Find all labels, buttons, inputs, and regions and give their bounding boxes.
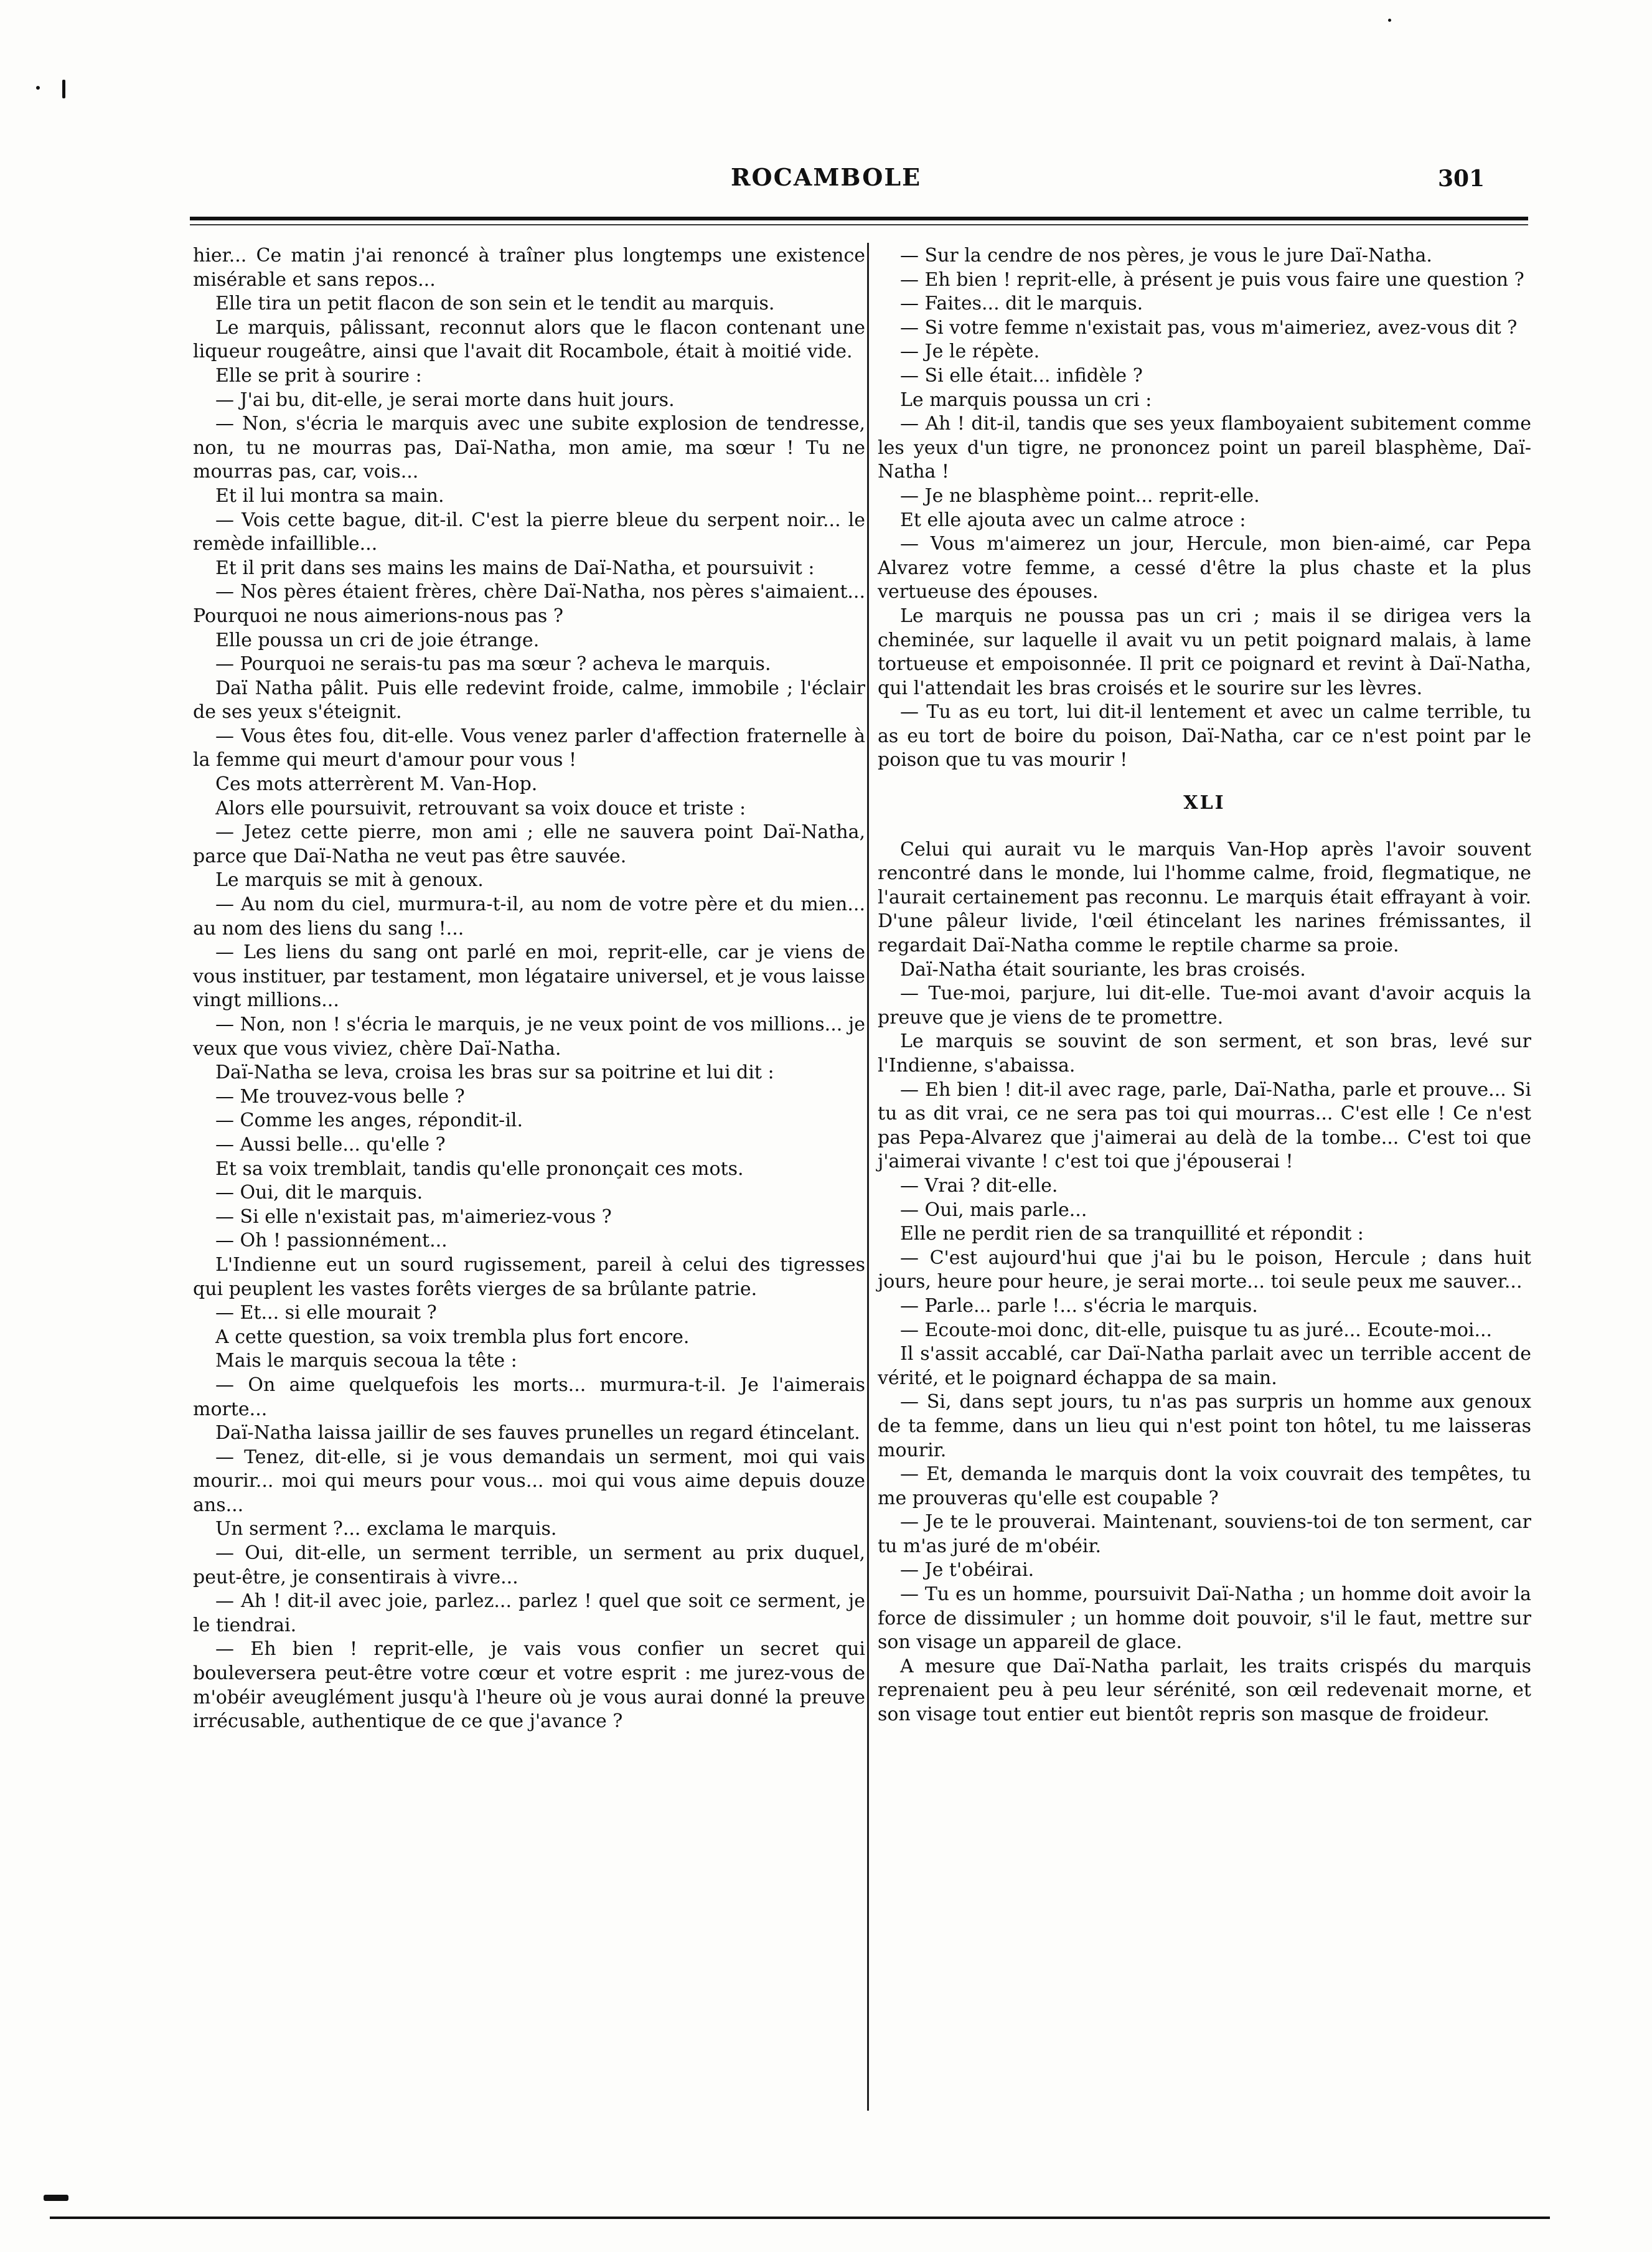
scan-speck xyxy=(36,86,40,90)
column-divider xyxy=(867,243,869,2111)
footer-rule xyxy=(50,2217,1550,2219)
paragraph: — Et... si elle mourait ? xyxy=(215,1302,437,1324)
left-column xyxy=(193,244,865,1734)
scan-speck xyxy=(62,80,65,98)
paragraph: Elle tira un petit flacon de son sein et le tendit au marquis. xyxy=(215,293,775,315)
paragraph: — Et, demanda le marquis dont la voix couvrait des tempêtes, tu me prouveras qu'elle est coupable ? xyxy=(878,1463,1531,1509)
paragraph: Daï-Natha se leva, croisa les bras sur sa poitrine et lui dit : xyxy=(215,1062,774,1084)
scan-speck xyxy=(1388,19,1391,22)
paragraph: Elle ne perdit rien de sa tranquillité et répondit : xyxy=(900,1223,1364,1245)
paragraph: Le marquis se mit à genoux. xyxy=(215,869,484,892)
paragraph: — Eh bien ! reprit-elle, à présent je puis vous faire une question ? xyxy=(900,268,1524,291)
paragraph: Daï-Natha laissa jaillir de ses fauves prunelles un regard étincelant. xyxy=(215,1422,860,1444)
paragraph: — Non, s'écria le marquis avec une subite explosion de tendresse, non, tu ne mourras pas, Daï-Natha, mon amie, ma sœur ! Tu ne mourras pas, car, vois... xyxy=(193,413,865,483)
paragraph: L'Indienne eut un sourd rugissement, pareil à celui des tigresses qui peuplent les vastes forêts vierges de sa brûlante patrie. xyxy=(193,1253,865,1300)
paragraph: Un serment ?... exclama le marquis. xyxy=(215,1518,557,1540)
paragraph: Elle se prit à sourire : xyxy=(215,364,422,387)
paragraph: — Non, non ! s'écria le marquis, je ne veux point de vos millions... je veux que vous viviez, chère Daï-Natha. xyxy=(193,1014,865,1060)
paragraph: hier... Ce matin j'ai renoncé à traîner plus longtemps une existence misérable et sans repos... xyxy=(193,245,865,291)
paragraph: — Vois cette bague, dit-il. C'est la pierre bleue du serpent noir... le remède infaillible... xyxy=(193,509,865,555)
paragraph: — Parle... parle !... s'écria le marquis. xyxy=(900,1294,1258,1317)
paragraph: — Je le répète. xyxy=(900,341,1040,363)
paragraph: — Ah ! dit-il avec joie, parlez... parlez ! quel que soit ce serment, je le tiendrai. xyxy=(193,1590,865,1636)
paragraph: — Si votre femme n'existait pas, vous m'aimeriez, avez-vous dit ? xyxy=(900,316,1518,339)
paragraph: — Faites... dit le marquis. xyxy=(900,293,1143,315)
paragraph: — Eh bien ! reprit-elle, je vais vous confier un secret qui bouleversera peut-être votre cœur et votre esprit : me jurez-vous de m'obéir aveuglément jusqu'à l'heure où je vous aurai donné la preuve irrécusable, authentique de ce que j'avance ? xyxy=(193,1638,865,1733)
paragraph: Et sa voix tremblait, tandis qu'elle prononçait ces mots. xyxy=(215,1157,744,1180)
paragraph: — Pourquoi ne serais-tu pas ma sœur ? acheva le marquis. xyxy=(215,653,771,676)
paragraph: — On aime quelquefois les morts... murmura-t-il. Je l'aimerais morte... xyxy=(193,1373,865,1420)
paragraph: — Si elle n'existait pas, m'aimeriez-vous ? xyxy=(215,1205,612,1228)
paragraph: — Nos pères étaient frères, chère Daï-Natha, nos pères s'aimaient... Pourquoi ne nous aimerions-nous pas ? xyxy=(193,581,865,627)
paragraph: — Si, dans sept jours, tu n'as pas surpris un homme aux genoux de ta femme, dans un lieu qui n'est point ton hôtel, tu me laisseras mourir. xyxy=(878,1391,1531,1461)
paragraph: — C'est aujourd'hui que j'ai bu le poison, Hercule ; dans huit jours, heure pour heure, je serai morte... toi seule peux me sauver... xyxy=(878,1246,1531,1293)
paragraph: Daï Natha pâlit. Puis elle redevint froide, calme, immobile ; l'éclair de ses yeux s'éteignit. xyxy=(193,677,865,723)
running-title: ROCAMBOLE xyxy=(730,163,922,191)
paragraph: — Sur la cendre de nos pères, je vous le jure Daï-Natha. xyxy=(900,245,1432,266)
paragraph: — Les liens du sang ont parlé en moi, reprit-elle, car je viens de vous instituer, par testament, mon légataire universel, et je vous laisse vingt millions... xyxy=(193,941,865,1012)
paragraph: Celui qui aurait vu le marquis Van-Hop après l'avoir souvent rencontré dans le monde, lui l'homme calme, froid, flegmatique, ne l'aurait certainement pas reconnu. Le marquis était effrayant à voir. D'une pâleur livide, l'œil étincelant les narines frémissantes, il regardait Daï-Natha comme le reptile charme sa proie. xyxy=(878,838,1531,957)
paragraph: Et il prit dans ses mains les mains de Daï-Natha, et poursuivit : xyxy=(215,557,815,579)
paragraph: Daï-Natha était souriante, les bras croisés. xyxy=(900,958,1306,981)
paragraph: — J'ai bu, dit-elle, je serai morte dans huit jours. xyxy=(215,389,675,411)
paragraph: — Tue-moi, parjure, lui dit-elle. Tue-moi avant d'avoir acquis la preuve que je viens de te promettre. xyxy=(878,982,1531,1029)
paragraph: Le marquis, pâlissant, reconnut alors que le flacon contenant une liqueur rougeâtre, ainsi que l'avait dit Rocambole, était à moitié vide. xyxy=(193,316,865,363)
paragraph: — Je te le prouverai. Maintenant, souviens-toi de ton serment, car tu m'as juré de m'obéir. xyxy=(878,1511,1531,1557)
paragraph: — Tu as eu tort, lui dit-il lentement et avec un calme terrible, tu as eu tort de boire du poison, Daï-Natha, car ce n'est point par le poison que tu vas mourir ! xyxy=(878,701,1531,771)
scan-speck xyxy=(44,2195,68,2201)
paragraph: — Vous êtes fou, dit-elle. Vous venez parler d'affection fraternelle à la femme qui meurt d'amour pour vous ! xyxy=(193,725,865,771)
paragraph: Mais le marquis secoua la tête : xyxy=(215,1350,517,1372)
right-column xyxy=(878,244,1531,1727)
paragraph: — Me trouvez-vous belle ? xyxy=(215,1085,465,1108)
paragraph: Le marquis se souvint de son serment, et son bras, levé sur l'Indienne, s'abaissa. xyxy=(878,1030,1531,1077)
paragraph: Le marquis ne poussa pas un cri ; mais il se dirigea vers la cheminée, sur laquelle il avait vu un petit poignard malais, à lame tortueuse et empoisonnée. Il prit ce poignard et revint à Daï-Natha, qui l'attendait les bras croisés et le sourire sur les lèvres. xyxy=(878,605,1531,699)
paragraph: — Aussi belle... qu'elle ? xyxy=(215,1133,446,1156)
paragraph: — Oh ! passionnément... xyxy=(215,1230,448,1252)
paragraph: — Ah ! dit-il, tandis que ses yeux flamboyaient subitement comme les yeux d'un tigre, ne prononcez point un pareil blasphème, Daï-Natha ! xyxy=(878,413,1531,483)
paragraph: Et il lui montra sa main. xyxy=(215,484,444,507)
paragraph: — Jetez cette pierre, mon ami ; elle ne sauvera point Daï-Natha, parce que Daï-Natha ne veut pas être sauvée. xyxy=(193,821,865,867)
paragraph: Et elle ajouta avec un calme atroce : xyxy=(900,509,1246,531)
paragraph: A cette question, sa voix trembla plus fort encore. xyxy=(215,1326,690,1348)
paragraph: Alors elle poursuivit, retrouvant sa voix douce et triste : xyxy=(215,797,746,819)
paragraph: Ces mots atterrèrent M. Van-Hop. xyxy=(215,773,538,796)
paragraph: — Tu es un homme, poursuivit Daï-Natha ; un homme doit avoir la force de dissimuler ; un homme doit pouvoir, s'il le faut, mettre sur son visage un appareil de glace. xyxy=(878,1583,1531,1654)
paragraph: — Oui, mais parle... xyxy=(900,1199,1087,1221)
paragraph: — Comme les anges, répondit-il. xyxy=(215,1110,523,1132)
paragraph: — Je ne blasphème point... reprit-elle. xyxy=(900,484,1260,507)
paragraph: — Si elle était... infidèle ? xyxy=(900,364,1143,387)
page-number: 301 xyxy=(1438,166,1485,192)
paragraph: — Tenez, dit-elle, si je vous demandais un serment, moi qui vais mourir... moi qui meurs pour vous... moi qui vous aime depuis douze ans... xyxy=(193,1446,865,1516)
paragraph: Le marquis poussa un cri : xyxy=(900,389,1152,411)
paragraph: — Au nom du ciel, murmura-t-il, au nom de votre père et du mien... au nom des liens du sang !... xyxy=(193,893,865,940)
header-rule-thin xyxy=(190,224,1528,225)
chapter-heading: XLI xyxy=(1183,792,1226,814)
paragraph: Il s'assit accablé, car Daï-Natha parlait avec un terrible accent de vérité, et le poignard échappa de sa main. xyxy=(878,1343,1531,1389)
paragraph: — Oui, dit-elle, un serment terrible, un serment au prix duquel, peut-être, je consentirais à vivre... xyxy=(193,1542,865,1588)
paragraph: — Oui, dit le marquis. xyxy=(215,1182,423,1204)
paragraph: — Vous m'aimerez un jour, Hercule, mon bien-aimé, car Pepa Alvarez votre femme, a cessé d'être la plus chaste et la plus vertueuse des épouses. xyxy=(878,533,1531,603)
paragraph: — Ecoute-moi donc, dit-elle, puisque tu as juré... Ecoute-moi... xyxy=(900,1319,1493,1341)
paragraph: — Eh bien ! dit-il avec rage, parle, Daï-Natha, parle et prouve... Si tu as dit vrai, ce ne sera pas toi qui mourras... C'est elle ! Ce n'est pas Pepa-Alvarez que j'aimerai au delà de la tombe... C'est toi que j'aimerai vivante ! c'est toi que j'épouserai ! xyxy=(878,1078,1531,1173)
paragraph: Elle poussa un cri de joie étrange. xyxy=(215,629,540,651)
header-rule-thick xyxy=(190,217,1528,220)
paragraph: — Vrai ? dit-elle. xyxy=(900,1174,1058,1197)
paragraph: A mesure que Daï-Natha parlait, les traits crispés du marquis reprenaient peu à peu leur sérénité, son œil redevenait morne, et son visage tout entier eut bientôt repris son masque de froideur. xyxy=(878,1655,1531,1726)
paragraph: — Je t'obéirai. xyxy=(900,1559,1035,1581)
